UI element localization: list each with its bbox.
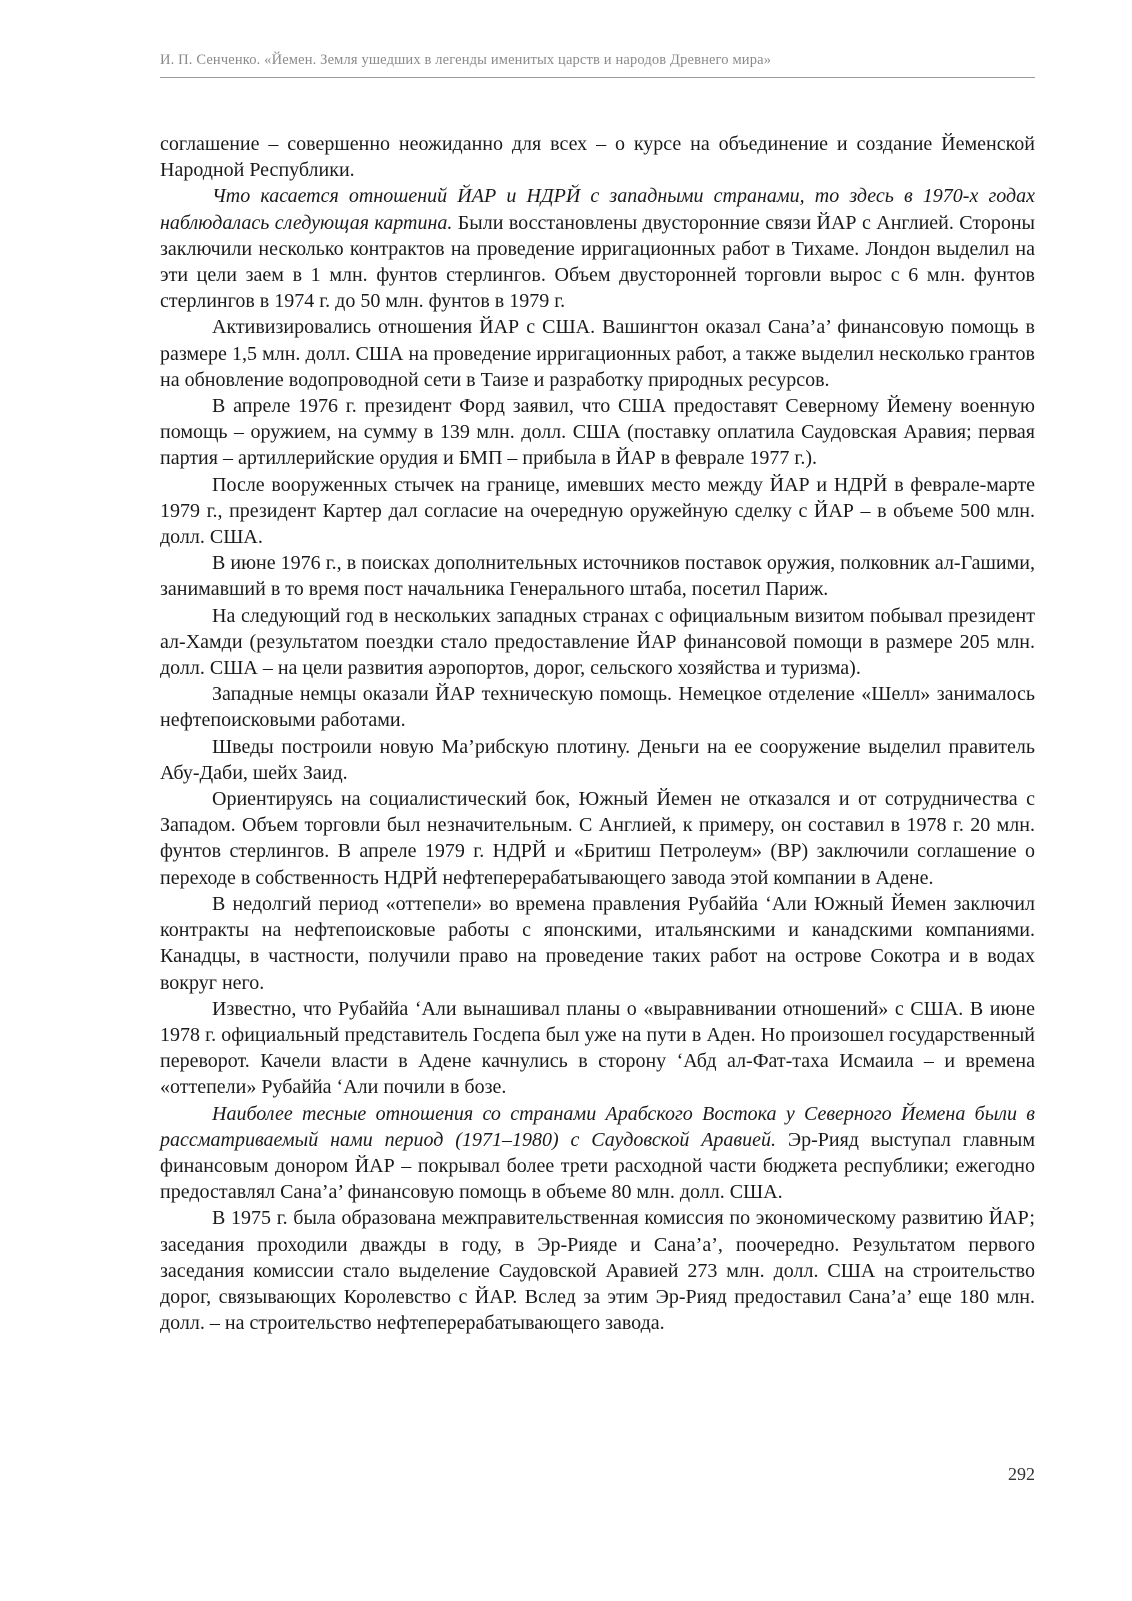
paragraph: В июне 1976 г., в поисках дополнительных источников поставок оружия, полковник ал-Гашими, занимавший в то время пост начальника Генерального штаба, посетил Париж.	[160, 552, 1035, 601]
paragraph: Наиболее тесные отношения со странами Арабского Востока у Северного Йемена были в рассматриваемый нами период (1971–1980) с Саудовской Аравией. Эр-Рияд выступал главным финансовым донором ЙАР – покрывал более трети расходной части бюджета республики; ежегодно предоставлял Сана’а’ финансовую помощь в объеме 80 млн. долл. США.	[160, 1102, 1035, 1204]
paragraph: В недолгий период «оттепели» во времена правления Рубаййа ‘Али Южный Йемен заключил контракты на нефтепоисковые работы с японскими, итальянскими и канадскими компаниями. Канадцы, в частности, получили право на проведение таких работ на острове Сокотра и в водах вокруг него.	[160, 892, 1035, 994]
italic-lead: Наиболее тесные отношения со странами Арабского Востока у Северного Йемена были в рассматриваемый нами период (1971–1980) с Саудовской Аравией.	[160, 1102, 1035, 1151]
paragraph: Известно, что Рубаййа ‘Али вынашивал планы о «выравнивании отношений» с США. В июне 1978 г. официальный представитель Госдепа был уже на пути в Аден. Но произошел государственный переворот. Качели власти в Адене качнулись в сторону ‘Абд ал-Фат-таха Исмаила – и времена «оттепели» Рубаййа ‘Али почили в бозе.	[160, 997, 1035, 1099]
italic-lead: Что касается отношений ЙАР и НДРЙ с западными странами, то здесь в 1970-х годах наблюдалась следующая картина.	[160, 185, 1035, 234]
paragraph: В 1975 г. была образована межправительственная комиссия по экономическому развитию ЙАР; заседания проходили дважды в году, в Эр-Рияде и Сана’а’, поочередно. Результатом первого заседания комиссии стало выделение Саудовской Аравией 273 млн. долл. США на строительство дорог, связывающих Королевство с ЙАР. Вслед за этим Эр-Рияд предоставил Сана’а’ еще 180 млн. долл. – на строительство нефтеперерабатывающего завода.	[160, 1207, 1035, 1335]
paragraph: После вооруженных стычек на границе, имевших место между ЙАР и НДРЙ в феврале-марте 1979 г., президент Картер дал согласие на очередную оружейную сделку с ЙАР – в объеме 500 млн. долл. США.	[160, 473, 1035, 549]
paragraph: Активизировались отношения ЙАР с США. Вашингтон оказал Сана’а’ финансовую помощь в размере 1,5 млн. долл. США на проведение ирригационных работ, а также выделил несколько грантов на обновление водопроводной сети в Таизе и разработку природных ресурсов.	[160, 316, 1035, 391]
paragraph: соглашение – совершенно неожиданно для всех – о курсе на объединение и создание Йеменской Народной Республики.	[160, 133, 1035, 182]
paragraph: В апреле 1976 г. президент Форд заявил, что США предоставят Северному Йемену военную помощь – оружием, на сумму в 139 млн. долл. США (поставку оплатила Саудовская Аравия; первая партия – артиллерийские орудия и БМП – прибыла в ЙАР в феврале 1977 г.).	[160, 395, 1035, 470]
body-text	[160, 131, 1035, 1336]
paragraph: Что касается отношений ЙАР и НДРЙ с западными странами, то здесь в 1970-х годах наблюдалась следующая картина. Были восстановлены двусторонние связи ЙАР с Англией. Стороны заключили несколько контрактов на проведение ирригационных работ в Тихаме. Лондон выделил на эти цели заем в 1 млн. фунтов стерлингов. Объем двусторонней торговли вырос с 6 млн. фунтов стерлингов в 1974 г. до 50 млн. фунтов в 1979 г.	[160, 185, 1035, 313]
paragraph: Шведы построили новую Ма’рибскую плотину. Деньги на ее сооружение выделил правитель Абу-Даби, шейх Заид.	[160, 735, 1035, 784]
page-number: 292	[1008, 1464, 1035, 1484]
paragraph: Ориентируясь на социалистический бок, Южный Йемен не отказался и от сотрудничества с Западом. Объем торговли был незначительным. С Англией, к примеру, он составил в 1978 г. 20 млн. фунтов стерлингов. В апреле 1979 г. НДРЙ и «Бритиш Петролеум» (ВР) заключили соглашение о переходе в собственность НДРЙ нефтеперерабатывающего завода этой компании в Адене.	[160, 788, 1035, 889]
paragraph: Западные немцы оказали ЙАР техническую помощь. Немецкое отделение «Шелл» занималось нефтепоисковыми работами.	[160, 683, 1035, 732]
running-head: И. П. Сенченко. «Йемен. Земля ушедших в легенды именитых царств и народов Древнего мира»	[160, 52, 772, 68]
header-rule	[160, 77, 1035, 78]
paragraph: На следующий год в нескольких западных странах с официальным визитом побывал президент ал-Хамди (результатом поездки стало предоставление ЙАР финансовой помощи в размере 205 млн. долл. США – на цели развития аэропортов, дорог, сельского хозяйства и туризма).	[160, 604, 1035, 680]
